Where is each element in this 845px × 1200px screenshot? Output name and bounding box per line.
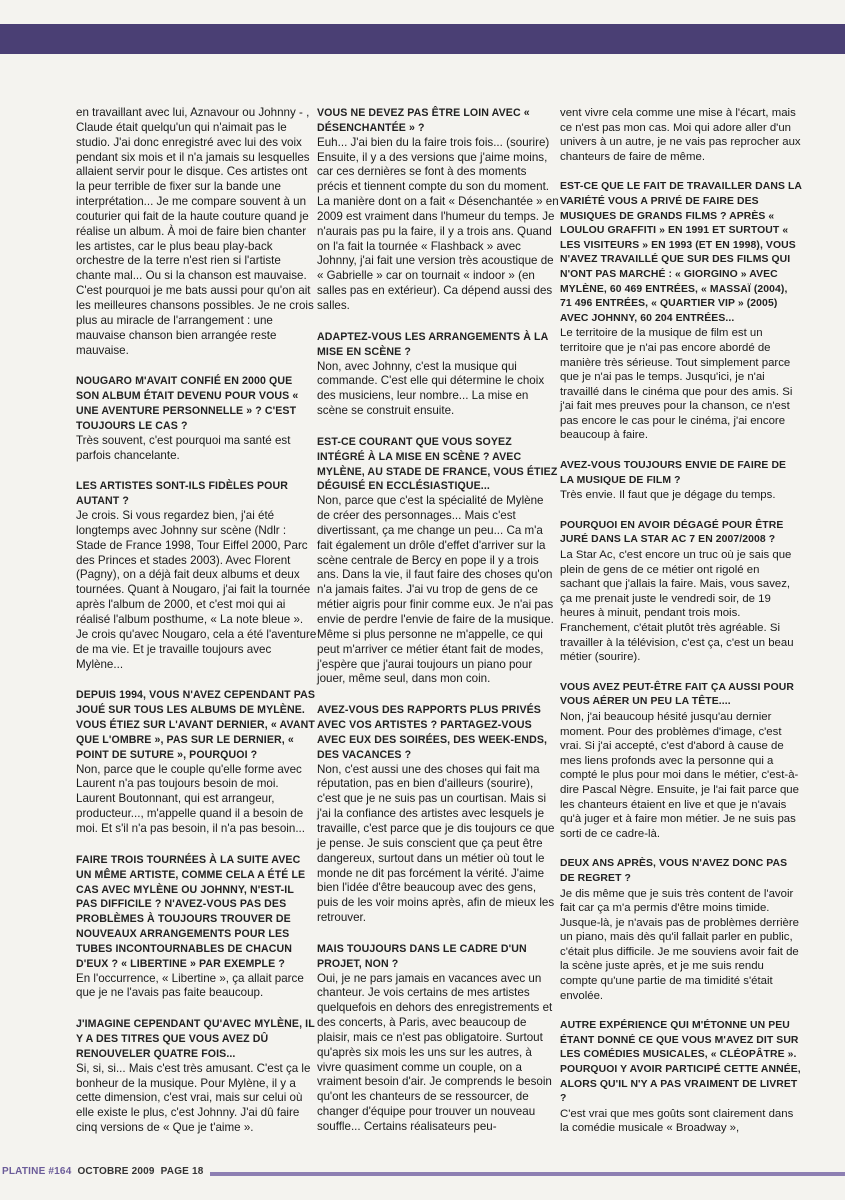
footer-publication: PLATINE #164 <box>2 1166 72 1177</box>
interview-block <box>317 703 559 926</box>
interview-answer: Oui, je ne pars jamais en vacances avec un chanteur. Je vois certains de mes artistes quelquefois en dehors des enregistrements et des concerts, à Paris, avec beaucoup de plaisir, mais ce n'est pas obligatoire. Surtout qu'après six mois les uns sur les autres, à vivre quasiment comme un couple, on a vraiment besoin d'air. Je comprends le besoin qu'ont les chanteurs de se ressourcer, de changer d'équipe pour trouver un nouveau souffle... Certains réalisateurs peu- <box>317 971 553 1133</box>
column-2 <box>317 106 559 1151</box>
interview-block <box>560 180 802 443</box>
interview-answer: Je crois. Si vous regardez bien, j'ai été longtemps avec Johnny sur scène (Ndlr : Stade de France 1998, Tour Eiffel 2000, Parc des Princes et stades 2003). Avec Florent (Pagny), on a déjà fait deux albums et deux tournées. Quant à Nougaro, j'ai fait la tournée après l'album de 2000, et c'est moi qui ai réalisé l'album posthume, « La note bleue ». Je crois qu'avec Nougaro, cela a été l'aventure de ma vie. Et je travaille toujours avec Mylène... <box>76 509 317 671</box>
footer-label <box>0 1164 210 1179</box>
interview-block <box>560 459 802 503</box>
interview-question: J'IMAGINE CEPENDANT QU'AVEC MYLÈNE, IL Y A DES TITRES QUE VOUS AVEZ DÛ RENOUVELER QUATRE FOIS... <box>76 1018 315 1060</box>
interview-block <box>317 942 559 1135</box>
interview-block <box>317 106 559 314</box>
interview-question: MAIS TOUJOURS DANS LE CADRE D'UN PROJET, NON ? <box>317 942 527 970</box>
interview-answer: C'est vrai que mes goûts sont clairement dans la comédie musicale « Broadway », <box>560 1107 794 1135</box>
interview-block <box>76 688 318 836</box>
interview-answer: La Star Ac, c'est encore un truc où je sais que plein de gens de ce métier ont rigolé en sachant que j'allais la faire. Mais, vous savez, ça me prenait juste le vendredi soir, de 19 heures à minuit, pendant trois mois. Franchement, c'était plutôt très agréable. Si travailler à la télévision, c'est ça, c'est un beau métier (sourire). <box>560 549 794 664</box>
interview-question: DEUX ANS APRÈS, VOUS N'AVEZ DONC PAS DE REGRET ? <box>560 858 788 884</box>
interview-answer: Non, j'ai beaucoup hésité jusqu'au dernier moment. Pour des problèmes d'image, c'est vrai. Si j'ai accepté, c'est d'abord à cause de mes liens profonds avec la personne qui a compté le plus pour moi dans le métier, c'est-à-dire Pascal Nègre. Ensuite, je l'ai fait parce que les chanteurs étaient en live et que je n'avais qu'à juger et à faire mon métier. Je ne suis pas sorti de ce cadre-là. <box>560 710 799 840</box>
interview-block <box>76 374 318 463</box>
interview-answer: Très souvent, c'est pourquoi ma santé est parfois chancelante. <box>76 433 291 462</box>
interview-answer: Non, c'est aussi une des choses qui fait ma réputation, pas en bien d'ailleurs (sourire), c'est que je ne suis pas un courtisan. Mais si j'ai la confiance des artistes avec lesquels je travaille, c'est parce que je dis toujours ce que je pense. Je suis conscient que ça peut être dangereux, surtout dans un métier où tout le monde ne dit pas forcément la vérité. J'aime bien l'idée d'être beaucoup avec des gens, puis de les voir moins après, afin de mieux les retrouver. <box>317 762 555 925</box>
column-3 <box>560 106 802 1152</box>
interview-question: VOUS AVEZ PEUT-ÊTRE FAIT ÇA AUSSI POUR VOUS AÉRER UN PEU LA TÊTE.... <box>560 681 794 708</box>
footer-page-number: PAGE 18 <box>160 1166 204 1177</box>
interview-question: EST-CE QUE LE FAIT DE TRAVAILLER DANS LA VARIÉTÉ VOUS A PRIVÉ DE FAIRE DES MUSIQUES DE GRANDS FILMS ? APRÈS « LOULOU GRAFFITI » EN 1991 ET SURTOUT « LES VISITEURS » EN 1993 (ET EN 1998), VOUS N'AVEZ TRAVAILLÉ QUE SUR DES FILMS QUI N'ONT PAS MARCHÉ : « GIORGINO » AVEC MYLÈNE, 60 469 ENTRÉES, « MASSAÏ (2004), 71 496 ENTRÉES, « QUARTIER VIP » (2005) AVEC JOHNNY, 60 204 ENTRÉES... <box>560 181 802 324</box>
column-1 <box>76 106 318 1152</box>
interview-answer: En l'occurrence, « Libertine », ça allait parce que je ne l'avais pas faite beaucoup. <box>76 971 304 1000</box>
interview-block <box>560 519 802 665</box>
interview-block <box>560 1019 802 1136</box>
interview-question: NOUGARO M'AVAIT CONFIÉ EN 2000 QUE SON ALBUM ÉTAIT DEVENU POUR VOUS « UNE AVENTURE PERSONNELLE » ? C'EST TOUJOURS LE CAS ? <box>76 375 299 432</box>
interview-block <box>560 857 802 1003</box>
interview-question: EST-CE COURANT QUE VOUS SOYEZ INTÉGRÉ À LA MISE EN SCÈNE ? AVEC MYLÈNE, AU STADE DE FRANCE, VOUS ÉTIEZ DÉGUISÉ EN ECCLÉSIASTIQUE... <box>317 435 558 493</box>
interview-block <box>76 479 318 672</box>
interview-answer: Très envie. Il faut que je dégage du temps. <box>560 489 776 502</box>
interview-question: ADAPTEZ-VOUS LES ARRANGEMENTS À LA MISE EN SCÈNE ? <box>317 330 548 358</box>
interview-answer: vent vivre cela comme une mise à l'écart, mais ce n'est pas mon cas. Moi qui adore aller d'un univers à un autre, je ne vais pas reprocher aux chanteurs de faire de même. <box>560 107 801 163</box>
interview-answer: Le territoire de la musique de film est un territoire que je n'ai pas encore abordé de manière très sérieuse. Tout simplement parce que je n'ai pas le temps. Jusqu'ici, je n'ai travaillé dans le cinéma que pour des amis. Si j'ai fait mes preuves pour la chanson, ce n'est pas encore le cas pour le cinéma, j'ai encore beaucoup à faire. <box>560 327 793 442</box>
interview-question: AVEZ-VOUS TOUJOURS ENVIE DE FAIRE DE LA MUSIQUE DE FILM ? <box>560 460 787 486</box>
interview-question: AVEZ-VOUS DES RAPPORTS PLUS PRIVÉS AVEC VOS ARTISTES ? PARTAGEZ-VOUS AVEC EUX DES SOIRÉES, DES WEEK-ENDS, DES VACANCES ? <box>317 704 548 761</box>
interview-answer: Si, si, si... Mais c'est très amusant. C'est ça le bonheur de la musique. Pour Mylène, il y a cette dimension, c'est vrai, mais sur celui où elle existe le plus, c'est Johnny. J'ai dû faire cinq versions de « Que je t'aime ». <box>76 1061 311 1135</box>
interview-block <box>76 853 318 1001</box>
interview-block <box>560 681 802 842</box>
interview-answer: Euh... J'ai bien du la faire trois fois... (sourire) Ensuite, il y a des versions que j'aime moins, car ces dernières se font à des moments précis et tiennent compte du son du moment. La manière dont on a fait « Désenchantée » en 2009 est vraiment dans l'humeur du temps. Je n'aurais pas pu la faire, il y a trois ans. Quand on l'a fait la tournée « Flashback » avec Johnny, j'ai fait une version très acoustique de « Gabrielle » car on tournait « indoor » (en salles pas en extérieur). Ca dépend aussi des salles. <box>317 135 559 312</box>
footer-issue: OCTOBRE 2009 <box>77 1166 155 1177</box>
interview-question: LES ARTISTES SONT-ILS FIDÈLES POUR AUTANT ? <box>76 480 288 508</box>
interview-question: VOUS NE DEVEZ PAS ÊTRE LOIN AVEC « DÉSENCHANTÉE » ? <box>317 107 530 134</box>
interview-question: POURQUOI EN AVOIR DÉGAGÉ POUR ÊTRE JURÉ DANS LA STAR AC 7 EN 2007/2008 ? <box>560 519 784 546</box>
interview-block <box>560 106 802 164</box>
interview-question: DEPUIS 1994, VOUS N'AVEZ CEPENDANT PAS JOUÉ SUR TOUS LES ALBUMS DE MYLÈNE. VOUS ÉTIEZ SUR L'AVANT DERNIER, « AVANT QUE L'OMBRE », PAS SUR LE DERNIER, « POINT DE SUTURE », POURQUOI ? <box>76 689 316 761</box>
header-band <box>0 24 845 54</box>
interview-block <box>76 106 318 358</box>
interview-block <box>76 1017 318 1136</box>
page-footer <box>0 1164 845 1184</box>
interview-answer: en travaillant avec lui, Aznavour ou Johnny - , Claude était quelqu'un qui n'aimait pas le studio. J'ai donc enregistré avec lui des voix pendant six mois et il n'a jamais su lesquelles allaient servir pour le disque. Ces artistes ont la peur terrible de fixer sur la bande une interprétation... Je me compare souvent à un couturier qui fait de la haute couture quand je réalise un album. À moi de faire bien chanter les artistes, car le plus beau play-back orchestre de la terre n'est rien si l'artiste chante mal... Ou si la chanson est mauvaise. C'est pourquoi je me bats aussi pour qu'on ait les meilleures chansons possibles. Je ne crois plus au miracle de l'arrangement : une mauvaise chanson bien arrangée reste mauvaise. <box>76 106 314 357</box>
interview-answer: Je dis même que je suis très content de l'avoir fait car ça m'a permis d'être moins timide. Jusque-là, je n'avais pas de problèmes derrière un piano, mais dès qu'il fallait parler en public, c'était plus difficile. Je me souviens avoir fait de la scène juste après, et je me suis rendu compte qu'une partie de ma timidité s'était envolée. <box>560 887 799 1002</box>
interview-question: FAIRE TROIS TOURNÉES À LA SUITE AVEC UN MÊME ARTISTE, COMME CELA A ÉTÉ LE CAS AVEC MYLÈNE OU JOHNNY, N'EST-IL PAS DIFFICILE ? N'AVEZ-VOUS PAS DES PROBLÈMES À TOUJOURS TROUVER DE NOUVEAUX ARRANGEMENTS POUR LES TUBES INCONTOURNABLES DE CHACUN D'EUX ? « LIBERTINE » PAR EXEMPLE ? <box>76 853 306 970</box>
interview-block <box>317 330 559 419</box>
interview-answer: Non, parce que c'est la spécialité de Mylène de créer des personnages... Mais c'est divertissant, ça me change un peu... Ca m'a fait également un drôle d'effet d'arriver sur la scène centrale de Bercy en pope il y a trois ans. Dans la vie, il faut faire des choses qu'on n'a jamais faites. J'ai vu trop de gens de ce métier aigris pour finir comme eux. Je n'ai pas envie de perdre l'envie de faire de la musique. Même si plus personne ne m'appelle, ce qui peut m'arriver ce métier étant fait de modes, j'espère que j'aurai toujours un piano pour jouer, même seul, dans mon coin. <box>317 494 554 686</box>
interview-answer: Non, avec Johnny, c'est la musique qui commande. C'est elle qui détermine le choix des musiciens, leur nombre... La mise en scène se construit ensuite. <box>317 359 545 418</box>
interview-question: AUTRE EXPÉRIENCE QUI M'ÉTONNE UN PEU ÉTANT DONNÉ CE QUE VOUS M'AVEZ DIT SUR LES COMÉDIES MUSICALES, « CLÉOPÂTRE ». POURQUOI Y AVOIR PARTICIPÉ CETTE ANNÉE, ALORS QU'IL N'Y A PAS VRAIMENT DE LIVRET ? <box>560 1020 801 1105</box>
interview-answer: Non, parce que le couple qu'elle forme avec Laurent n'a pas toujours besoin de moi. Laurent Boutonnant, qui est arrangeur, producteur..., m'appelle quand il a besoin de moi. Et s'il n'a pas besoin, il n'a pas besoin... <box>76 762 305 835</box>
interview-block <box>317 435 559 687</box>
